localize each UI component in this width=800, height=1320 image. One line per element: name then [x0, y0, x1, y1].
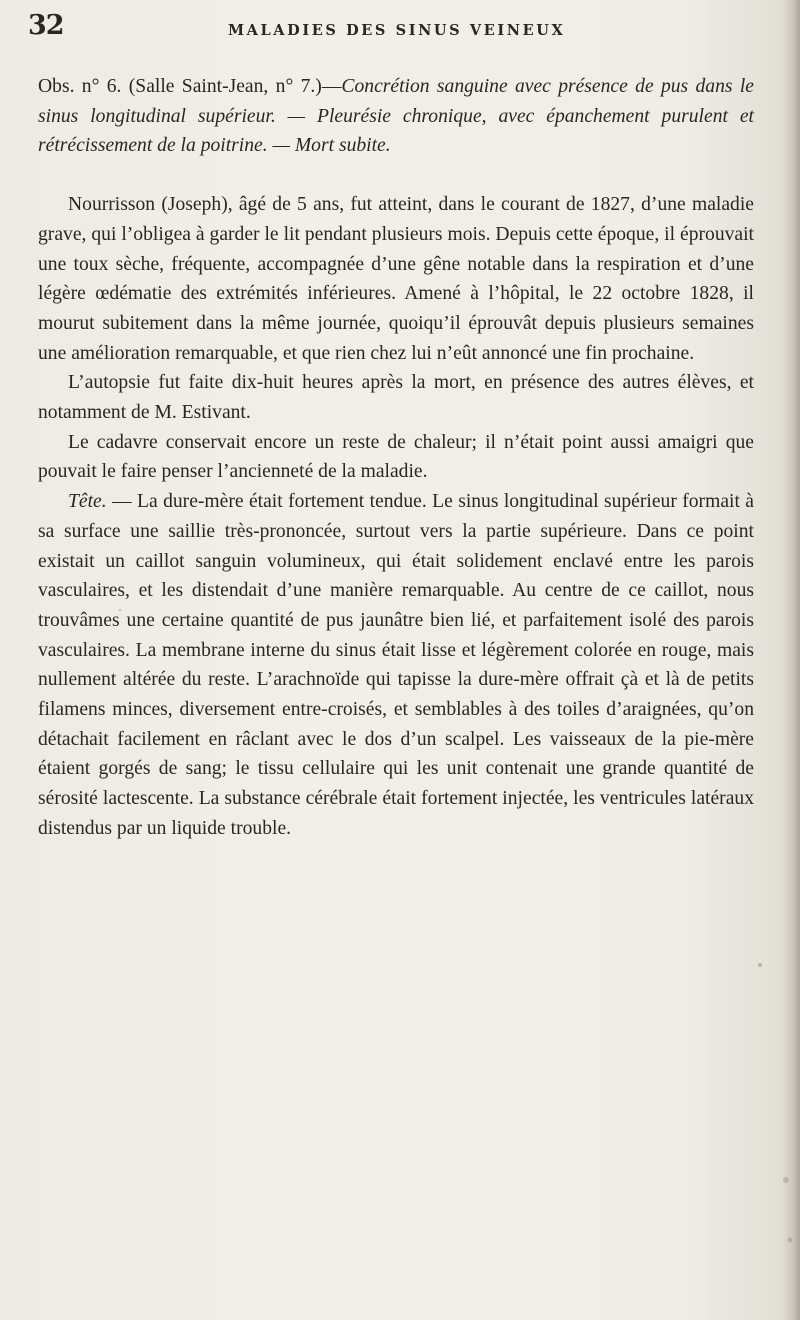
page-number: 32	[28, 10, 64, 41]
paragraph-autopsy: L’autopsie fut faite dix-huit heures après la mort, en présence des autres élèves, et notamment de M. Estivant.	[38, 372, 754, 424]
running-title: MALADIES DES SINUS VEINEUX	[228, 22, 566, 39]
paragraph-cadaver: Le cadavre conservait encore un reste de chaleur; il n’était point aussi amaigri que pouvait le faire penser l’ancienneté de la maladie.	[38, 431, 754, 483]
page-header	[28, 10, 768, 50]
body-text	[38, 72, 754, 844]
page-edge-shadow	[782, 0, 800, 1320]
speck	[758, 963, 762, 967]
paragraph-head	[38, 487, 754, 843]
observation-title-dash: —	[321, 76, 342, 97]
paragraph-head-text: La dure-mère était fortement tendue. Le sinus longitudinal supérieur formait à sa surface une saillie très-prononcée, surtout vers la partie supérieure. Dans ce point existait un caillot sanguin volumineux, qui était solidement enclavé entre les parois vasculaires, et les distendait d’une manière remarquable. Au centre de ce caillot, nous trouvâmes une certaine quantité de pus jaunâtre bien lié, et parfaitement isolé des parois vasculaires. La membrane interne du sinus était lisse et légèrement colorée en rouge, mais nullement altérée du reste. L’arachnoïde qui tapisse la dure-mère offrait çà et là de petits filamens minces, diversement entre-croisés, et semblables à des toiles d’araignées, qu’on détachait facilement en râclant avec le dos d’un scalpel. Les vaisseaux de la pie-mère étaient gorgés de sang; le tissu cellulaire qui les unit contenait une grande quantité de sérosité lactescente. La substance cérébrale était fortement injectée, les ventricules latéraux distendus par un liquide trouble.	[38, 491, 754, 839]
observation-ward: (Salle Saint-Jean, n° 7.)	[128, 76, 322, 97]
paragraph-history: Nourrisson (Joseph), âgé de 5 ans, fut atteint, dans le courant de 1827, d’une maladie grave, qui l’obligea à garder le lit pendant plusieurs mois. Depuis cette époque, il éprouvait une toux sèche, fréquente, accompagnée d’une gêne notable dans la respiration et d’une légère œdématie des extrémités inférieures. Amené à l’hôpital, le 22 octobre 1828, il mourut subitement dans la même journée, quoiqu’il éprouvât depuis plusieurs semaines une amélioration remarquable, et que rien chez lui n’eût annoncé une fin prochaine.	[38, 194, 754, 364]
section-label-head: Tête.	[68, 491, 107, 513]
observation-title	[38, 72, 754, 161]
observation-number: Obs. n° 6.	[38, 76, 122, 97]
observation-heading: Concrétion sanguine avec présence de pus dans le sinus longitudinal supérieur. — Pleurésie chronique, avec épanchement purulent et rétrécissement de la poitrine. — Mort subite.	[38, 76, 754, 157]
section-dash: —	[106, 491, 138, 513]
